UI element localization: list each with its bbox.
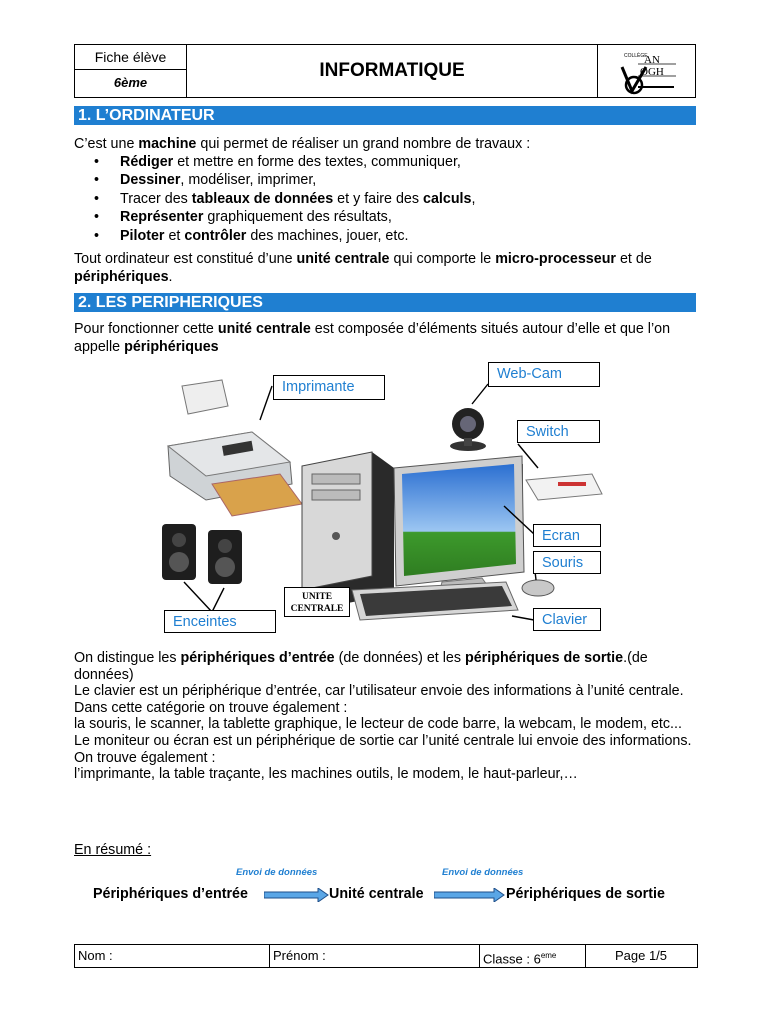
flow-arrow-2-icon	[434, 888, 506, 902]
bold-text: tableaux de données	[191, 190, 334, 207]
footer-classe-sup: eme	[540, 951, 557, 960]
text-run: et y faire des	[333, 190, 423, 207]
label-printer: Imprimante	[273, 375, 385, 400]
label-central-unit-line2: CENTRALE	[290, 604, 344, 614]
svg-text:OGH: OGH	[640, 66, 664, 78]
bullet-item	[94, 208, 694, 226]
bullet-item	[94, 171, 694, 189]
section-1-bullets	[94, 153, 694, 245]
body-paragraph	[74, 766, 704, 783]
flow-input: Périphériques d’entrée	[93, 886, 248, 902]
label-switch: Switch	[517, 420, 600, 443]
header-left-cell	[75, 45, 187, 97]
text-run: Tracer des	[120, 190, 192, 207]
text-run: et mettre en forme des textes, communiquer,	[173, 154, 461, 170]
svg-text:AN: AN	[644, 54, 660, 66]
webcam-icon	[450, 408, 486, 451]
label-speakers: Enceintes	[164, 610, 276, 633]
body-paragraph	[74, 700, 704, 717]
text-run: Dans cette catégorie on trouve également :	[74, 699, 348, 716]
footer-nom: Nom :	[75, 945, 270, 967]
label-central-unit-line1: UNITE	[301, 592, 333, 602]
bold-text: calculs	[423, 190, 472, 207]
bold-text: Piloter	[120, 227, 165, 244]
speakers-icon	[162, 524, 242, 584]
body-paragraph	[74, 733, 704, 750]
flow-envoi-1: Envoi de données	[236, 867, 318, 878]
label-central-unit	[284, 587, 350, 617]
svg-text:COLLÈGE: COLLÈGE	[624, 53, 648, 59]
section-2-title: 2. LES PERIPHERIQUES	[74, 293, 696, 312]
bullet-item	[94, 190, 694, 208]
subject-title: INFORMATIQUE	[319, 60, 465, 81]
bold-text: Dessiner	[120, 172, 181, 189]
text-run: Le moniteur ou écran est un périphérique de sortie car l’unité centrale lui envoie des informations.	[74, 732, 692, 749]
text-run: , modéliser, imprimer,	[180, 172, 317, 189]
text-run: On trouve également :	[74, 749, 216, 766]
text-run: Tout ordinateur est constitué d’une	[74, 251, 297, 267]
footer-page: Page 1/5	[614, 948, 668, 963]
body-paragraph	[74, 716, 704, 733]
text-run: ,	[471, 190, 476, 207]
text-run: graphiquement des résultats,	[203, 209, 392, 226]
mouse-icon	[522, 580, 554, 596]
body-paragraph	[74, 650, 704, 683]
level-label: Fiche élève	[75, 45, 186, 70]
grade-label: 6ème	[113, 75, 148, 90]
text-run: qui permet de réaliser un grand nombre de travaux :	[196, 136, 531, 152]
flow-envoi-2: Envoi de données	[442, 867, 524, 878]
section-1-outro	[74, 250, 694, 286]
bold-text: périphériques	[74, 269, 169, 285]
switch-icon	[522, 464, 602, 500]
bold-text: Représenter	[120, 209, 204, 226]
text-run: .	[168, 269, 173, 285]
footer-prenom: Prénom :	[270, 945, 480, 967]
text-run: et	[164, 227, 185, 244]
tower-icon	[302, 452, 394, 608]
bold-text: périphériques d’entrée	[180, 650, 335, 666]
bold-text: Rédiger	[120, 154, 174, 170]
flow-center: Unité centrale	[329, 886, 424, 902]
bold-text: unité centrale	[296, 251, 390, 267]
footer-table	[74, 944, 698, 968]
body-paragraph	[74, 750, 704, 767]
flow-arrow-1-icon	[264, 888, 330, 902]
footer-classe	[480, 945, 586, 967]
school-logo-icon	[598, 45, 694, 97]
text-run: et de	[616, 251, 652, 267]
header-table	[74, 44, 696, 98]
label-mouse: Souris	[533, 551, 601, 574]
body-paragraph	[74, 683, 704, 700]
bullet-item	[94, 153, 694, 171]
bold-text: machine	[138, 136, 197, 152]
text-run: Le clavier est un périphérique d’entrée, car l’utilisateur envoie des informations à l’unité centrale.	[74, 683, 684, 700]
section-2-body	[74, 650, 704, 783]
flow-output: Périphériques de sortie	[506, 886, 665, 902]
bold-text: contrôler	[184, 227, 247, 244]
text-run: C’est une	[74, 136, 139, 152]
label-screen: Ecran	[533, 524, 601, 547]
text-run: l’imprimante, la table traçante, les machines outils, le modem, le haut-parleur,…	[74, 766, 578, 783]
bold-text: périphériques de sortie	[464, 650, 624, 666]
text-run: Pour fonctionner cette	[74, 321, 218, 337]
section-2-intro	[74, 320, 704, 356]
computer-illustration	[162, 376, 606, 634]
label-keyboard: Clavier	[533, 608, 601, 631]
bullet-item	[94, 227, 694, 245]
text-run: la souris, le scanner, la tablette graphique, le lecteur de code barre, la webcam, le modem, etc...	[74, 716, 682, 733]
bold-text: périphériques	[124, 339, 219, 355]
summary-title: En résumé :	[74, 842, 152, 858]
section-1-title: 1. L’ORDINATEUR	[74, 106, 696, 125]
text-run: qui comporte le	[389, 251, 496, 267]
text-run: (de données) et les	[334, 650, 465, 666]
school-logo	[597, 45, 695, 97]
text-run: est composée d’éléments situés autour d’elle et que l’on appelle	[74, 321, 671, 355]
text-run: On distingue les	[74, 650, 181, 666]
monitor-icon	[394, 456, 524, 598]
text-run: des machines, jouer, etc.	[246, 227, 409, 244]
bold-text: unité centrale	[217, 321, 311, 337]
bold-text: micro-processeur	[495, 251, 616, 267]
text-run: .(de données)	[74, 650, 648, 683]
printer-icon	[168, 380, 302, 516]
label-webcam: Web-Cam	[488, 362, 600, 387]
footer-classe-text: Classe : 6	[483, 951, 541, 967]
section-1-intro	[74, 135, 704, 153]
